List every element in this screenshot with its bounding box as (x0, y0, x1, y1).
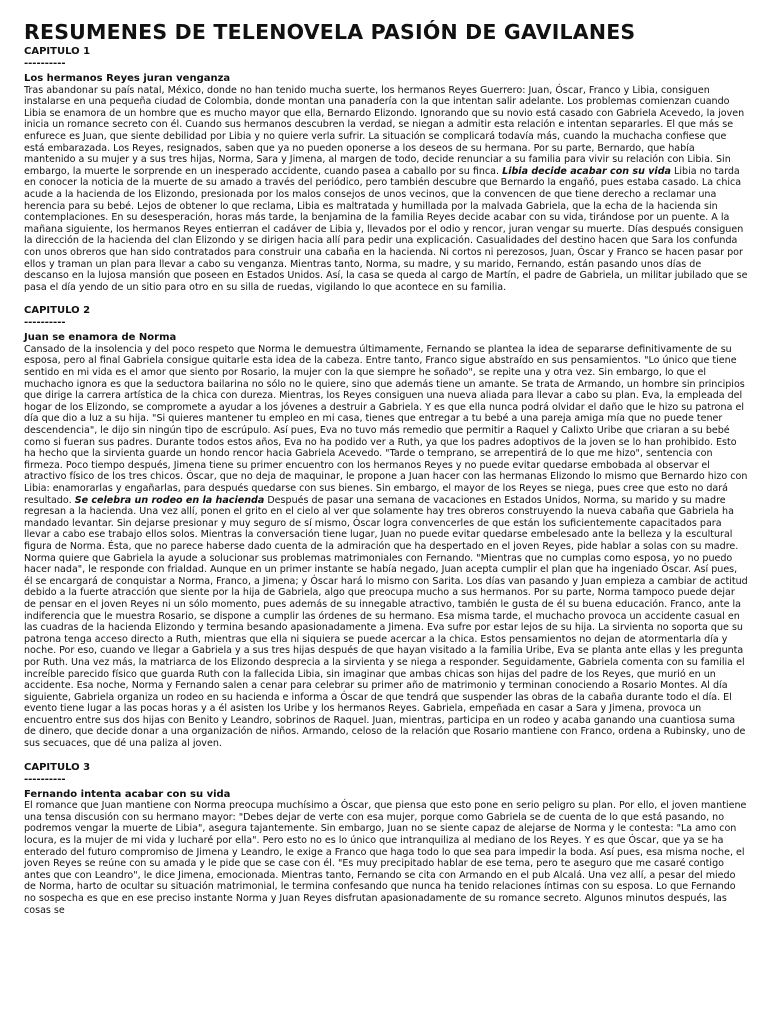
chapter-2-subtitle: Juan se enamora de Norma (24, 332, 177, 344)
chapter-1 (24, 46, 748, 293)
chapter-3 (24, 762, 748, 917)
chapter-1-inline-heading: Libia decide acabar con su vida (502, 165, 671, 177)
chapter-1-text-part1: Tras abandonar su país natal, México, donde no han tenido mucha suerte, los hermanos Reyes Guerrero: Juan, Óscar, Franco y Libia, consiguen instalarse en una pequeña ciudad de Colombia, donde montan una panadería con la que intentan salir adelante. Los problemas comienzan cuando Libia se enamora de un hombre que es mucho mayor que ella, Bernardo Elizondo. Ignorando que su novio está casado con Gabriela Acevedo, la joven inicia un romance secreto con él. Cuando sus hermanos descubren la verdad, se niegan a admitir esta relación e intentan separarles. El que más se enfurece es Juan, que siente debilidad por Libia y no quiere verla sufrir. La situación se complicará todavía más, cuando la muchacha confiese que está embarazada. Los Reyes, resignados, saben que ya no pueden oponerse a los deseos de su hermana. Por su parte, Bernardo, que había mantenido a su mujer y a sus tres hijas, Norma, Sara y Jimena, al margen de todo, decide renunciar a su familia para vivir su relación con Libia. Sin embargo, la muerte le sorprende en un inesperado accidente, cuando pasea a caballo por su finca. (24, 84, 745, 177)
chapter-2 (24, 305, 748, 749)
chapter-1-subtitle: Los hermanos Reyes juran venganza (24, 73, 231, 84)
chapter-2-text-part2: Después de pasar una semana de vacaciones en Estados Unidos, Norma, su marido y su madre regresan a la hacienda. Una vez allí, ponen el grito en el cielo al ver que solamente hay tres obreros construyendo la nueva cabaña que Gabriela ha mandado levantar. Sin dejarse presionar y muy seguro de sí mismo, Óscar logra convencerles de que están los suficientemente capacitados para llevar a cabo ese trabajo ellos solos. Mientras la conversación tiene lugar, Juan no puede evitar quedarse embelesado ante la belleza y la escultural figura de Norma. Ésta, que no parece haberse dado cuenta de la admiración que ha despertado en el joven Reyes, pide hablar a solas con su madre. Norma quiere que Gabriela la ayude a solucionar sus problemas matrimoniales con Fernando. "Mientras que no cumplas como esposa, yo no puedo hacer nada", le responde con frialdad. Aunque en un primer instante se había negado, Juan acepta cumplir el plan que ha ingeniado Óscar. Así pues, él se encargará de conquistar a Norma, Franco, a Jimena; y Óscar hará lo mismo con Sarita. Los días van pasando y Juan empieza a cambiar de actitud debido a la fuerte atracción que siente por la hija de Gabriela, algo que preocupa mucho a sus hermanos. Por su parte, Norma tampoco puede dejar de pensar en el joven Reyes ni un sólo momento, pues además de su innegable atractivo, también le gusta de él su buena educación. Franco, ante la indiferencia que le muestra Rosario, se dispone a cumplir las órdenes de su hermano. Esa misma tarde, el muchacho provoca un accidente casual en las cuadras de la hacienda Elizondo y termina besando apasionadamente a Jimena. Eva sufre por estar lejos de su hija. La sirvienta no soporta que su patrona tenga acceso directo a Ruth, mientras que ella ni siquiera se puede acercar a la chica. Estos pensamientos no dejan de atormentarla día y noche. Por eso, cuando ve llegar a Gabriela y a sus tres hijas después de que hayan visitado a la familia Uribe, Eva se planta ante ellas y les pregunta por Ruth. Una vez más, la matriarca de los Elizondo desprecia a la sirvienta y se niega a responder. Seguidamente, Gabriela comenta con su familia el increíble parecido físico que guarda Ruth con la fallecida Libia, sin imaginar que ambas chicas son hijas del padre de los Reyes, que murió en un accidente. Esa noche, Norma y Fernando salen a cenar para celebrar su primer año de matrimonio y terminan conociendo a Rosario Montes. Al día siguiente, Gabriela organiza un rodeo en su hacienda e informa a Óscar de que tendrá que suspender las obras de la cabaña durante todo el día. El evento tiene lugar a las pocas horas y a él asisten los Uribe y los hermanos Reyes. Gabriela, empeñada en casar a Sara y Jimena, provoca un encuentro entre sus dos hijas con Benito y Leandro, sobrinos de Raquel. Juan, mientras, participa en un rodeo y acaba ganando una cuantiosa suma de dinero, que decide donar a una organización de niños. Armando, celoso de la relación que Rosario mantiene con Franco, ordena a Rubinsky, uno de sus secuaces, que dé una paliza al joven. (24, 494, 748, 750)
chapter-1-text-part2: Libia no tarda en conocer la noticia de la muerte de su amado a través del periódico, pero también descubre que Bernardo la engañó, pues estaba casado. La chica acude a la hacienda de los Elizondo, presionada por los malos consejos de unos vecinos, que la convencen de que tiene derecho a reclamar una herencia para su bebé. Lejos de obtener lo que reclama, Libia es maltratada y humillada por la malvada Gabriela, que la echa de la hacienda sin contemplaciones. En su desesperación, horas más tarde, la benjamina de la familia Reyes decide acabar con su vida, tirándose por un puente. A la mañana siguiente, los hermanos Reyes entierran el cadáver de Libia y, llevados por el odio y rencor, juran vengar su muerte. Días después consiguen la dirección de la hacienda del clan Elizondo y se dirigen hacia allí para pedir una explicación. Casualidades del destino hacen que Sara los confunda con unos obreros que han sido contratados para construir una cabaña en la hacienda. Ni cortos ni perezosos, Juan, Óscar y Franco se hacen pasar por ellos y traman un plan para llevar a cabo su venganza. Mientras tanto, Norma, su madre, y su marido, Fernando, están pasando unos días de descanso en la lujosa mansión que poseen en Estados Unidos. Así, la casa se queda al cargo de Martín, el padre de Gabriela, un militar jubilado que se pasa el día yendo de un sitio para otro en su silla de ruedas, vigilando lo que acontece en su familia. (24, 165, 748, 293)
chapter-1-body (24, 85, 748, 294)
chapter-1-divider: ---------- (24, 58, 66, 69)
chapter-3-divider: ---------- (24, 773, 66, 785)
chapter-3-label: CAPITULO 3 (24, 761, 91, 773)
chapter-3-body (24, 800, 748, 916)
document-title: RESUMENES DE TELENOVELA PASIÓN DE GAVILANES (24, 20, 636, 44)
chapter-2-inline-heading: Se celebra un rodeo en la hacienda (74, 494, 265, 506)
chapter-2-label: CAPITULO 2 (24, 305, 91, 317)
chapter-1-label: CAPITULO 1 (24, 46, 91, 57)
chapter-2-divider: ---------- (24, 317, 66, 329)
chapter-2-body (24, 344, 748, 750)
chapter-3-subtitle: Fernando intenta acabar con su vida (24, 788, 231, 800)
chapter-3-text-part1: El romance que Juan mantiene con Norma preocupa muchísimo a Óscar, que piensa que esto pone en serio peligro su plan. Por ello, el joven mantiene una tensa discusión con su hermano mayor: "Debes dejar de verte con esa mujer, porque como Gabriela se de cuenta de lo que está pasando, no podremos vengar la muerte de Libia", asegura tajantemente. Sin embargo, Juan no se siente capaz de alejarse de Norma y le contesta: "La amo con locura, es la mujer de mi vida y lucharé por ella". Pero esto no es lo único que intranquiliza al mediano de los Reyes. Y es que Óscar, que ya se ha enterado del futuro compromiso de Jimena y Leandro, le exige a Franco que haga todo lo que sea para impedir la boda. Así pues, esa misma noche, el joven Reyes se reúne con su amada y le pide que se case con él. "Es muy precipitado hablar de ese tema, pero te aseguro que me casaré contigo antes que con Leandro", le dice Jimena, emocionada. Mientras tanto, Fernando se cita con Armando en el pub Alcalá. Una vez allí, a pesar del miedo de Norma, harto de ocultar su situación matrimonial, le termina confesando que nunca ha tenido relaciones íntimas con su esposa. Lo que Fernando no sospecha es que en ese preciso instante Norma y Juan Reyes disfrutan apasionadamente de su romance secreto. Algunos minutos después, las cosas se (24, 800, 747, 916)
chapter-2-text-part1: Cansado de la insolencia y del poco respeto que Norma le demuestra últimamente, Fernando se plantea la idea de separarse definitivamente de su esposa, pero al final Gabriela consigue quitarle esta idea de la cabeza. Entre tanto, Franco sigue abstraído en sus pensamientos. "Lo único que tiene sentido en mi vida es el amor que siento por Rosario, la mujer con la que siempre he soñado", se repite una y otra vez. Sin embargo, lo que el muchacho ignora es que la seductora bailarina no sólo no le quiere, sino que además tiene un amante. Se trata de Armando, un hombre sin principios que dirige la carrera artística de la chica con dureza. Mientras, los Reyes consiguen una nueva aliada para llevar a cabo su plan. Eva, la empleada del hogar de los Elizondo, se compromete a ayudar a los jóvenes a destruir a Gabriela. Y es que ella nunca podrá olvidar el daño que le hizo su patrona el día que dio a luz a su hija. "Si quieres mantener tu empleo en mi casa, tienes que entregar a tu bebé a una pareja amiga mía que no puede tener descendencia", le dijo sin ningún tipo de escrúpulo. Así pues, Eva no tuvo más remedio que permitir a Raquel y Calixto Uribe que criaran a su bebé como si fueran sus padres. Durante todos estos años, Eva no ha podido ver a Ruth, ya que los padres adoptivos de la joven se lo han prohibido. Esto ha hecho que la sirvienta guarde un hondo rencor hacia Gabriela Acevedo. "Tarde o temprano, se arrepentirá de lo que me hizo", sentencia con firmeza. Poco tiempo después, Jimena tiene su primer encuentro con los hermanos Reyes y no puede evitar quedarse embobada al observar el atractivo físico de los tres chicos. Óscar, que no deja de maquinar, le propone a Juan hacer con las hermanas Elizondo lo mismo que Bernardo hizo con Libia: enamorarlas y engañarlas, para después quedarse con sus bienes. Sin embargo, el mayor de los Reyes se niega, pues cree que esto no dará resultado. (24, 343, 748, 506)
